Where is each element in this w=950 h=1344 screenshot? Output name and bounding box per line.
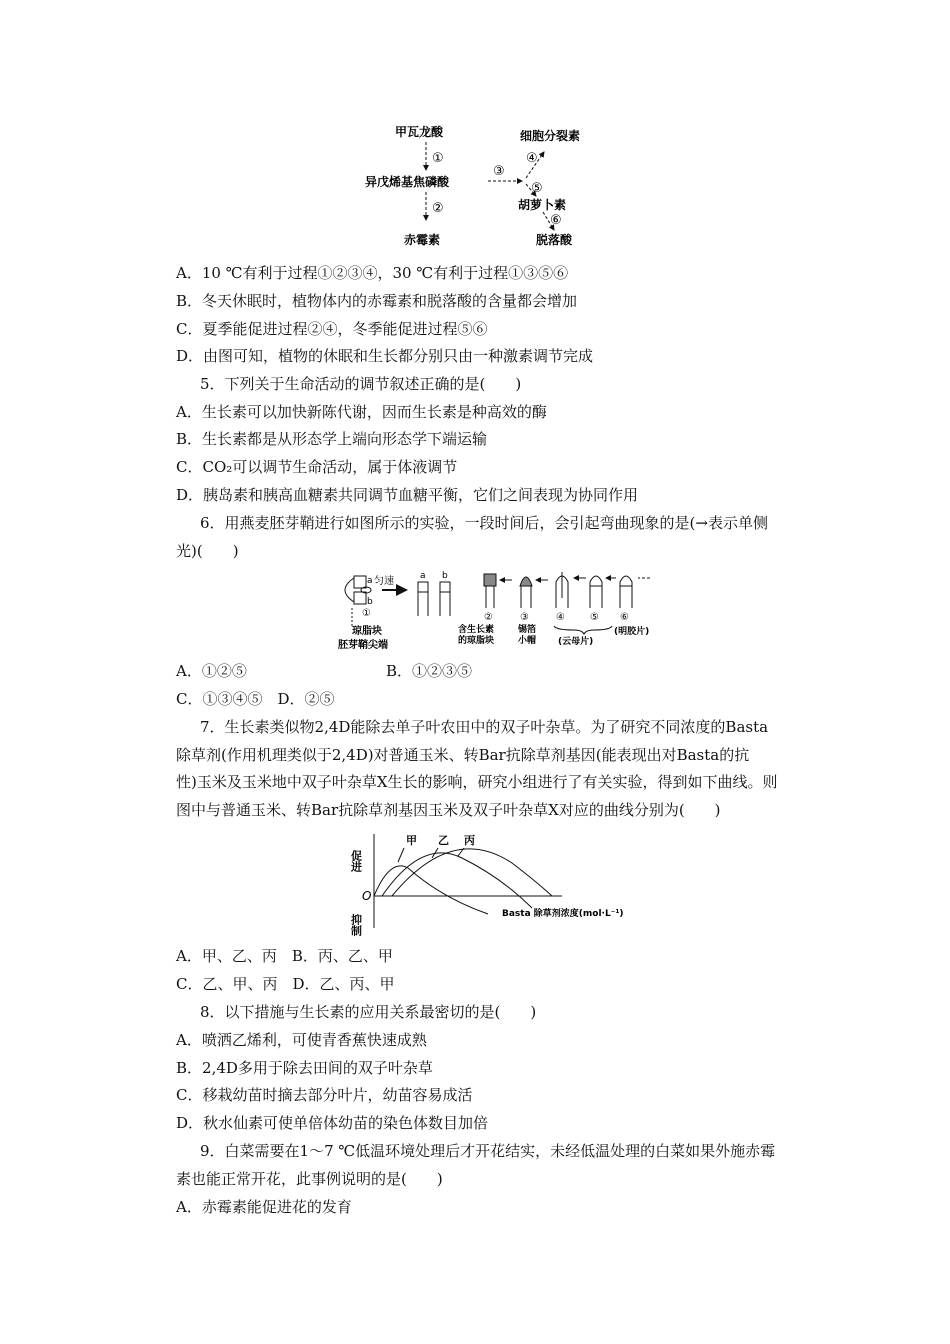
series-label-jia: 甲	[406, 834, 417, 847]
q7-options-ab: A．甲、乙、丙 B．丙、乙、甲	[176, 947, 393, 965]
q7-line2: 除草剂(作用机理类似于2,4D)对普通玉米、转Bar抗除草剂基因(能表现出对Basta的抗	[176, 746, 750, 764]
num-2: ②	[484, 612, 493, 623]
q5-option-b: B．生长素都是从形态学上端向形态学下端运输	[176, 430, 488, 448]
q4-option-b: B．冬天休眠时，植物体内的赤霉素和脱落酸的含量都会增加	[176, 292, 578, 310]
step-3-label: ③	[493, 164, 505, 179]
series-label-yi: 乙	[438, 834, 449, 847]
x-axis-label: Basta 除草剂浓度(mol·L⁻¹)	[502, 909, 624, 919]
y-label-promote: 促进	[349, 850, 363, 872]
auxin-agar-block	[484, 574, 496, 586]
hormone-pathway-diagram	[360, 120, 620, 252]
label-a: a	[420, 571, 426, 581]
coleoptile-tip	[345, 578, 354, 602]
series-bing-curve	[392, 849, 552, 896]
q9-line2: 素也能正常开花，此事例说明的是( )	[176, 1170, 443, 1188]
q6-options-cd: C．①③④⑤ D．②⑤	[176, 690, 335, 708]
q6-option-b: B．①②③⑤	[386, 662, 473, 680]
coleoptile-4	[556, 572, 568, 608]
y-label-inhibit: 抑制	[349, 914, 363, 936]
q7-line1: 7．生长素类似物2,4D能除去单子叶农田中的双子叶杂草。为了研究不同浓度的Basta	[200, 718, 769, 736]
stem-2	[486, 586, 494, 608]
q7-line3: 性)玉米及玉米地中双子叶杂草X生长的影响，研究小组进行了有关实验，得到如下曲线。则	[176, 773, 778, 791]
block-b	[440, 582, 450, 592]
step-6-label: ⑥	[550, 213, 562, 228]
stem-3	[521, 586, 531, 608]
agar-block-b	[354, 592, 366, 604]
q5-option-c: C．CO₂可以调节生命活动，属于体液调节	[176, 458, 458, 476]
num-3: ③	[520, 612, 529, 623]
q4-option-d: D．由图可知，植物的休眠和生长都分别只由一种激素调节完成	[176, 347, 594, 365]
q8-option-c: C．移栽幼苗时摘去部分叶片，幼苗容易成活	[176, 1086, 473, 1104]
stems-ab	[418, 592, 450, 616]
step-1-label: ①	[432, 151, 444, 166]
foil-cap	[520, 577, 532, 586]
tip-label: 胚芽鞘尖端	[338, 640, 388, 651]
abscisic-acid-label: 脱落酸	[536, 233, 573, 247]
mica-label: (云母片)	[558, 637, 594, 647]
series-label-bing: 丙	[464, 834, 475, 847]
basta-response-chart	[349, 828, 632, 936]
q4-option-a: A．10 ℃有利于过程①②③④，30 ℃有利于过程①③⑤⑥	[176, 264, 569, 282]
q8-option-b: B．2,4D多用于除去田间的双子叶杂草	[176, 1059, 433, 1077]
q5-stem: 5．下列关于生命活动的调节叙述正确的是( )	[200, 375, 522, 393]
step-2-label: ②	[432, 201, 444, 216]
gibberellin-label: 赤霉素	[404, 233, 441, 247]
leader-jia	[398, 848, 404, 862]
auxin-agar-label-2: 的琼脂块	[458, 636, 495, 646]
carotene-label: 胡萝卜素	[518, 198, 567, 212]
origin-label: O	[362, 889, 372, 903]
q7-line4: 图中与普通玉米、转Bar抗除草剂基因玉米及双子叶杂草X对应的曲线分别为( )	[176, 801, 721, 819]
uniform-rotation-label: 匀速	[374, 576, 394, 587]
brace-45	[554, 626, 612, 634]
q5-option-d: D．胰岛素和胰高血糖素共同调节血糖平衡，它们之间表现为协同作用	[176, 486, 639, 504]
agar-block-a	[354, 576, 366, 588]
q7-options-cd: C．乙、甲、丙 D．乙、丙、甲	[176, 975, 395, 993]
label-a-left: a	[367, 576, 373, 586]
auxin-agar-label-1: 含生长素	[458, 625, 495, 635]
q8-option-d: D．秋水仙素可使单倍体幼苗的染色体数目加倍	[176, 1114, 489, 1132]
foil-label-2: 小帽	[518, 636, 537, 646]
label-b: b	[442, 571, 448, 581]
q6-stem-line1: 6．用燕麦胚芽鞘进行如图所示的实验，一段时间后，会引起弯曲现象的是(→表示单侧	[200, 514, 768, 532]
agar-label: 琼脂块	[352, 626, 382, 637]
ipp-label: 异戊烯基焦磷酸	[365, 175, 450, 189]
q8-stem: 8．以下措施与生长素的应用关系最密切的是( )	[200, 1003, 537, 1021]
coleoptile-experiment-diagram	[334, 568, 674, 652]
num-6: ⑥	[620, 612, 629, 623]
step-4-label: ④	[526, 151, 538, 166]
label-b-left: b	[367, 597, 373, 607]
series-jia-curve	[374, 866, 488, 914]
q5-option-a: A．生长素可以加快新陈代谢，因而生长素是种高效的酶	[176, 403, 547, 421]
block-a	[418, 582, 428, 592]
q9-line1: 9．白菜需要在1～7 ℃低温环境处理后才开花结实，未经低温处理的白菜如果外施赤霉	[200, 1142, 776, 1160]
cytokinin-label: 细胞分裂素	[520, 129, 581, 143]
num-1: ①	[362, 608, 371, 619]
q6-option-a: A．①②⑤	[176, 662, 247, 680]
q6-stem-line2: 光)( )	[176, 542, 239, 560]
gelatin-label: (明胶片)	[614, 627, 650, 637]
mevalonic-acid-label: 甲瓦龙酸	[395, 125, 444, 139]
step-5-label: ⑤	[531, 181, 543, 196]
coleoptile-5	[590, 576, 602, 608]
foil-label-1: 锡箔	[518, 625, 537, 635]
num-4: ④	[556, 612, 565, 623]
coleoptile-6	[620, 576, 632, 608]
q9-option-a: A．赤霉素能促进花的发育	[176, 1198, 352, 1216]
q4-option-c: C．夏季能促进过程②④，冬季能促进过程⑤⑥	[176, 320, 488, 338]
num-5: ⑤	[590, 612, 599, 623]
q8-option-a: A．喷洒乙烯利，可使青香蕉快速成熟	[176, 1031, 427, 1049]
